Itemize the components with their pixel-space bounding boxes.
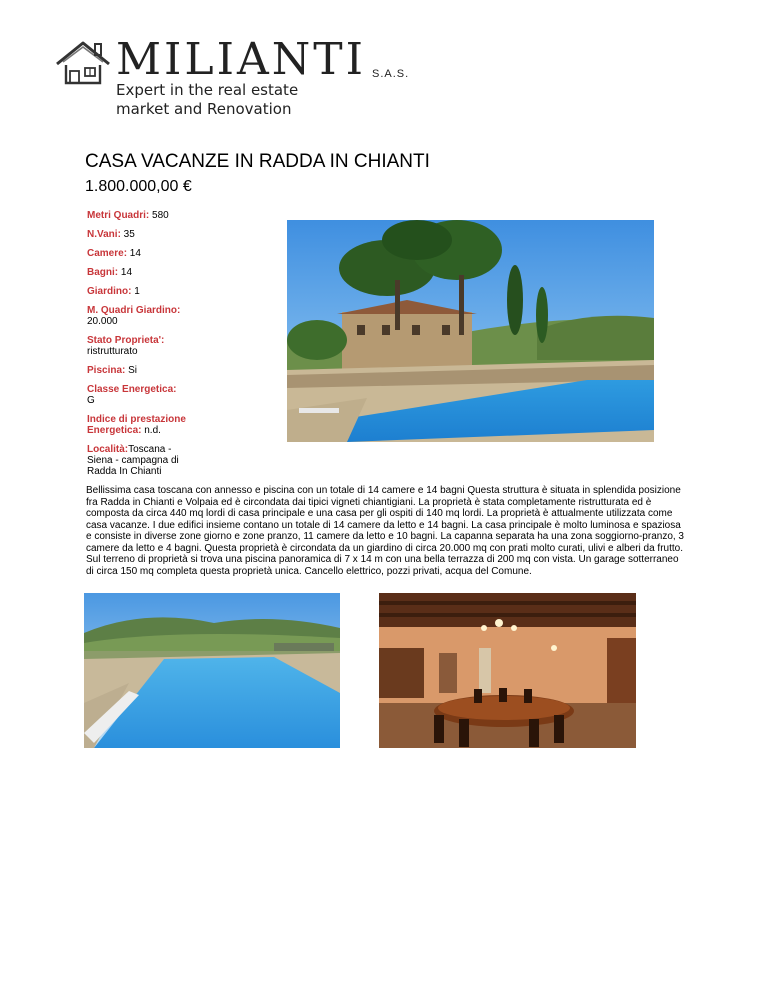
listing-price: 1.800.000,00 € — [85, 178, 192, 195]
spec-value: 14 — [118, 267, 133, 278]
spec-label: Località: — [87, 444, 129, 455]
spec-mq-giardino — [87, 305, 197, 327]
spec-indice-prestazione — [87, 414, 197, 436]
spec-value: ristrutturato — [87, 346, 138, 357]
spec-value: G — [87, 395, 95, 406]
listing-title: CASA VACANZE IN RADDA IN CHIANTI — [85, 151, 430, 172]
spec-value: Toscana - Siena - campagna di Radda In Chianti — [87, 444, 179, 477]
spec-localita — [87, 444, 197, 477]
spec-value: 580 — [149, 210, 169, 221]
spec-bagni — [87, 267, 197, 278]
spec-label: Metri Quadri: — [87, 210, 150, 221]
tagline-line-1: Expert in the real estate — [116, 81, 299, 99]
spec-classe-energetica — [87, 384, 197, 406]
photo-dining-room — [379, 593, 636, 748]
spec-label: Stato Proprieta': — [87, 335, 165, 346]
brand-suffix: S.A.S. — [372, 68, 410, 80]
spec-label: Giardino: — [87, 286, 132, 297]
spec-value: 14 — [127, 248, 141, 259]
photo-pool — [84, 593, 340, 748]
tagline-line-2: market and Renovation — [116, 100, 292, 118]
brand-name: MILIANTI — [116, 34, 367, 85]
spec-value: Si — [125, 365, 138, 376]
spec-label: M. Quadri Giardino: — [87, 305, 181, 316]
property-specs — [87, 210, 197, 485]
spec-label: N.Vani: — [87, 229, 121, 240]
listing-description: Bellissima casa toscana con annesso e piscina con un totale di 14 camere e 14 bagni Questa struttura è situata in splendida posizione fra Radda in Chianti e Volpaia ed è circondata dai tipici vigneti chiantigiani. La proprietà è stata completamente ristrutturata ed è composta da circa 440 mq lordi di casa principale e una casa per gli ospiti di 140 mq lordi. La proprietà è attualmente utilizzata come casa vacanze. I due edifici insieme contano un totale di 14 camere da letto e 14 bagni. La casa principale è molto luminosa e spaziosa e consiste in diverse zone giorno e zone pranzo, 11 camere da letto e 10 bagni. La capanna separata ha una zona soggiorno-pranzo, 3 camere da letto e 4 bagni. Questa proprietà è circondata da un giardino di circa 20.000 mq con prati molto curati, ulivi e alberi da frutto. Sul terreno di proprietà si trova una piscina panoramica di 7 x 14 m con una bella terrazza di 200 mq con vista. Un garage sotterraneo di circa 150 mq completa questa proprietà unica. Cancello elettrico, pozzi privati, acqua del Comune. — [86, 485, 684, 577]
spec-label: Bagni: — [87, 267, 119, 278]
spec-label: Classe Energetica: — [87, 384, 177, 395]
main-photo-villa-pool — [287, 220, 654, 442]
spec-label: Indice di prestazione Energetica: — [87, 414, 186, 436]
spec-stato — [87, 335, 197, 357]
spec-value: 20.000 — [87, 316, 118, 327]
spec-label: Camere: — [87, 248, 128, 259]
spec-value: n.d. — [141, 425, 161, 436]
spec-vani — [87, 229, 197, 240]
house-icon — [54, 38, 112, 86]
spec-metri-quadri — [87, 210, 197, 221]
spec-value: 1 — [131, 286, 140, 297]
spec-camere — [87, 248, 197, 259]
spec-piscina — [87, 365, 197, 376]
company-logo — [54, 34, 434, 120]
spec-giardino — [87, 286, 197, 297]
spec-label: Piscina: — [87, 365, 126, 376]
spec-value: 35 — [120, 229, 135, 240]
